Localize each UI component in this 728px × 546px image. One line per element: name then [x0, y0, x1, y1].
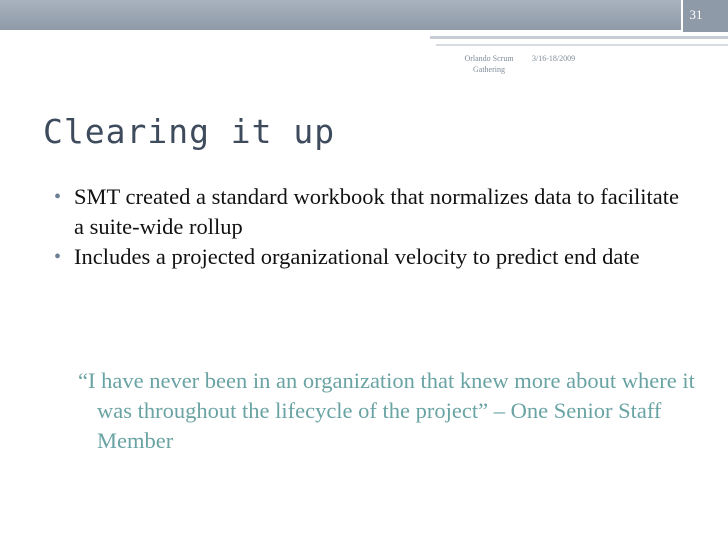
- bullet-item: [50, 242, 690, 272]
- bullet-icon: •: [54, 186, 62, 208]
- bullet-text: Includes a projected organizational velocity to predict end date: [74, 244, 640, 269]
- decorative-line: [430, 36, 728, 39]
- bullet-list: [50, 182, 690, 272]
- bullet-item: [50, 182, 690, 242]
- testimonial-quote: “I have never been in an organization that knew more about where it was throughout the lifecycle of the project” – One Senior Staff Member: [78, 368, 695, 453]
- top-header-bar: [0, 0, 728, 30]
- slide-title: Clearing it up: [43, 112, 336, 151]
- decorative-line: [436, 44, 728, 46]
- slide-number: 31: [689, 7, 703, 22]
- footer-date: 3/16-18/2009: [532, 54, 576, 63]
- bullet-icon: •: [54, 246, 62, 268]
- bullet-text: SMT created a standard workbook that normalizes data to facilitate a suite-wide rollup: [74, 184, 679, 239]
- footer-event-name: Orlando Scrum Gathering: [464, 54, 514, 74]
